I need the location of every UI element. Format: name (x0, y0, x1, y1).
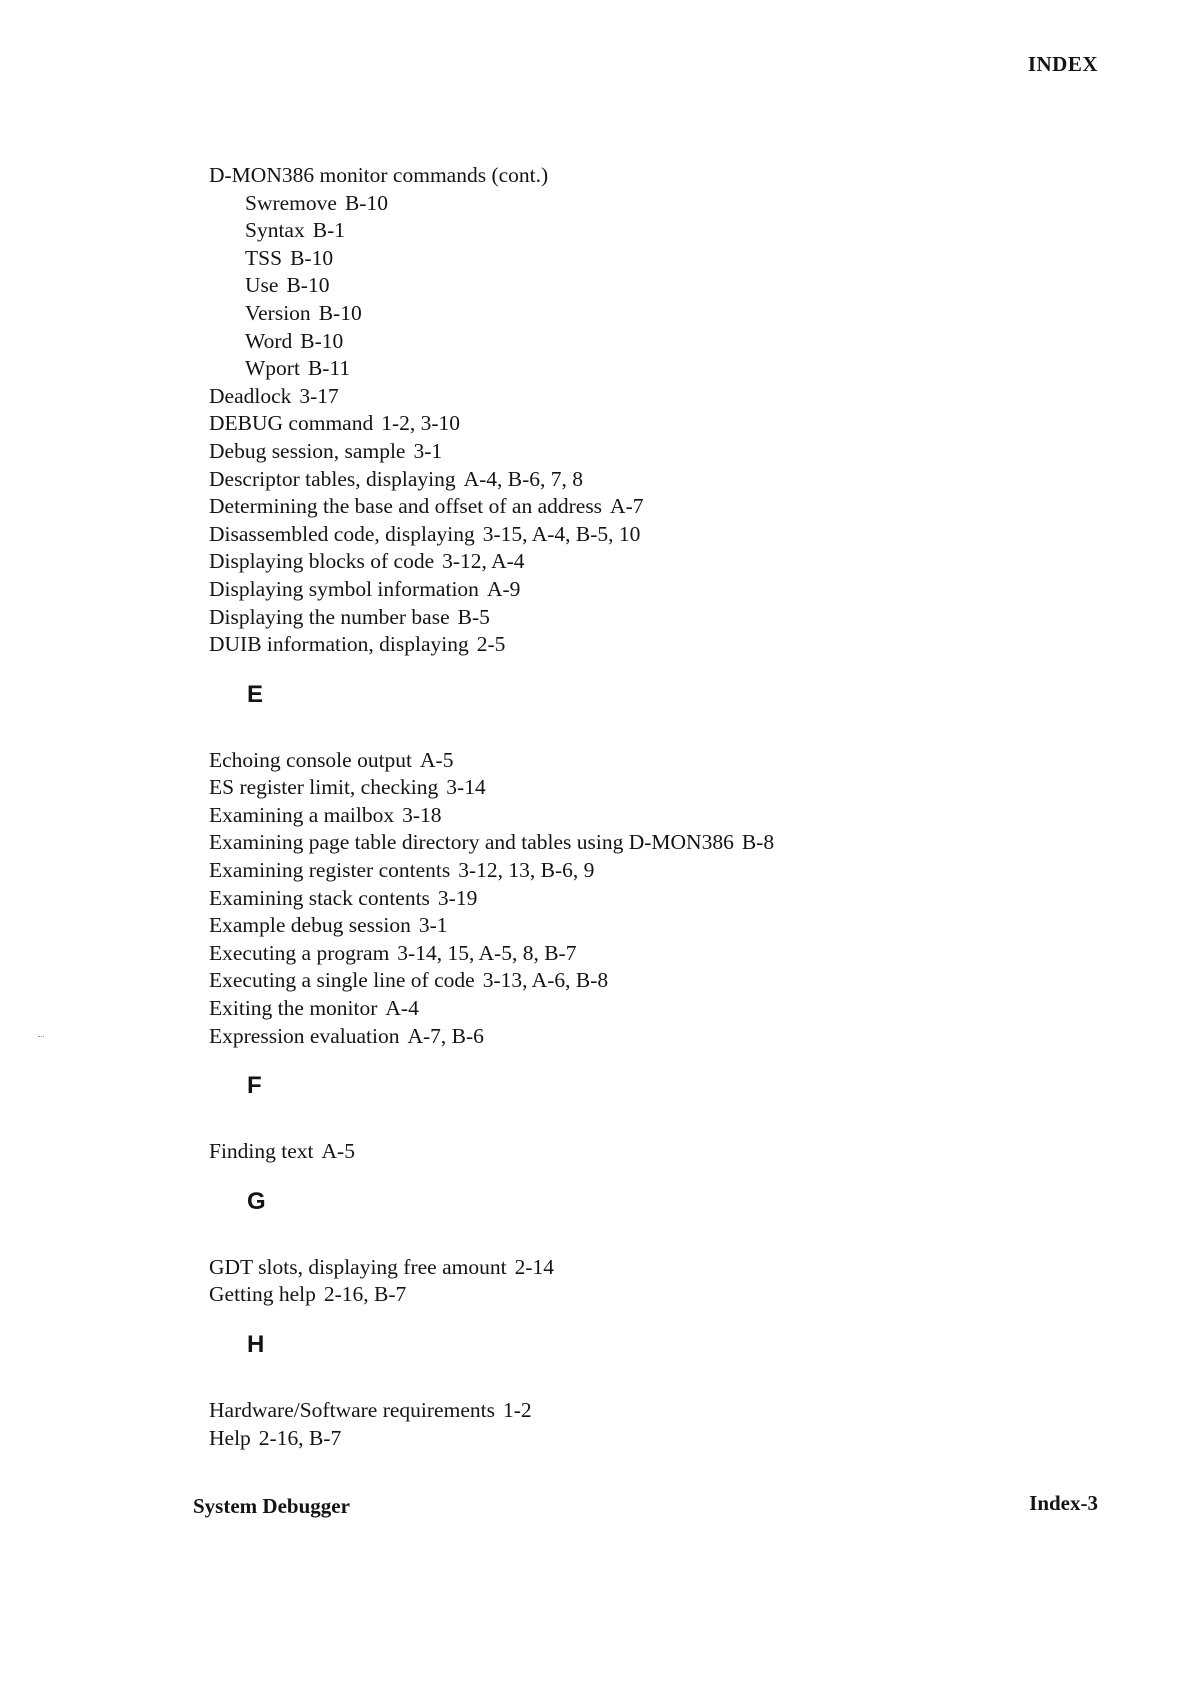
index-page-refs: 2-5 (476, 632, 506, 657)
index-page-refs: 1-2 (502, 1398, 532, 1422)
index-term: Version (245, 300, 311, 325)
index-entry (209, 1138, 1109, 1166)
index-term: Examining stack contents (209, 885, 430, 910)
scan-speck (38, 1036, 44, 1039)
index-entry (209, 604, 1109, 632)
index-subentry (209, 245, 1109, 273)
index-page-refs: 3-19 (437, 885, 478, 910)
index-entry (209, 1425, 1109, 1453)
index-entry (209, 829, 1109, 857)
index-term: Syntax (245, 218, 305, 243)
index-entry (209, 1281, 1109, 1309)
index-page-refs: 2-16, B-7 (258, 1425, 342, 1450)
index-page-refs: 1-2, 3-10 (381, 411, 461, 436)
index-page-refs: 3-1 (418, 913, 448, 938)
index-term: DEBUG command (209, 411, 374, 436)
index-subentry (209, 272, 1109, 300)
index-term: Example debug session (209, 913, 411, 938)
section-letter-e: E (247, 680, 264, 708)
running-head: INDEX (1027, 52, 1098, 76)
index-page-refs: A-4 (385, 996, 419, 1021)
index-term: Getting help (209, 1282, 316, 1307)
index-page-refs: B-8 (741, 830, 775, 855)
index-page-refs: B-10 (290, 245, 334, 270)
index-term: GDT slots, displaying free amount (209, 1254, 507, 1279)
index-page-refs: 3-14 (446, 775, 486, 800)
index-entry (209, 383, 1109, 411)
index-term: Determining the base and offset of an address (209, 494, 603, 519)
index-entry (209, 1254, 1109, 1282)
index-term: Help (209, 1425, 251, 1450)
index-subentry (209, 328, 1109, 356)
index-term: Examining page table directory and tables using D-MON386 (209, 830, 734, 855)
index-entry (209, 548, 1109, 576)
index-term: Executing a program (209, 940, 390, 965)
index-term: Echoing console output (209, 747, 413, 772)
index-term: Swremove (245, 190, 337, 215)
index-term: Examining a mailbox (209, 802, 395, 827)
index-term: Wport (245, 356, 300, 381)
index-subentry (209, 355, 1109, 383)
index-entry (209, 912, 1109, 940)
index-entry (209, 885, 1109, 913)
index-page-refs: 3-17 (299, 383, 339, 408)
index-body (209, 162, 1109, 1452)
index-page-refs: A-5 (420, 747, 454, 772)
index-entry (209, 438, 1109, 466)
index-entry (209, 521, 1109, 549)
index-term: Descriptor tables, displaying (209, 466, 456, 491)
index-page-refs: 2-16, B-7 (323, 1282, 407, 1307)
index-entry (209, 410, 1109, 438)
index-entry (209, 162, 1109, 190)
section-letter-h: H (247, 1331, 265, 1358)
index-page-refs: 3-12, 13, B-6, 9 (458, 858, 595, 883)
index-page-refs: A-5 (321, 1139, 355, 1164)
index-term: D-MON386 monitor commands (cont.) (209, 163, 549, 187)
index-term: Exiting the monitor (209, 996, 378, 1021)
index-page-refs: A-7, B-6 (407, 1023, 484, 1048)
index-entry (209, 466, 1109, 494)
index-page-refs: 3-14, 15, A-5, 8, B-7 (397, 940, 577, 965)
index-term: ES register limit, checking (209, 775, 439, 800)
index-term: Examining register contents (209, 858, 451, 883)
index-page-refs: A-9 (486, 576, 521, 601)
index-subentry (209, 190, 1109, 218)
index-term: Word (245, 328, 293, 353)
index-entry (209, 1023, 1109, 1051)
index-page-refs: 3-18 (402, 802, 442, 827)
index-term: DUIB information, displaying (209, 632, 469, 657)
index-page-refs: 2-14 (514, 1254, 554, 1279)
index-term: Executing a single line of code (209, 968, 475, 993)
index-entry (209, 967, 1109, 995)
index-term: Displaying the number base (209, 604, 450, 629)
index-term: Displaying symbol information (209, 576, 479, 601)
index-page-refs: B-11 (307, 356, 351, 381)
index-entry (209, 774, 1109, 802)
index-term: Use (245, 273, 279, 298)
index-term: Debug session, sample (209, 438, 406, 463)
index-entry (209, 940, 1109, 968)
index-page-refs: B-10 (300, 328, 344, 353)
index-page-refs: A-7 (610, 494, 644, 519)
index-term: TSS (245, 245, 283, 270)
index-term: Disassembled code, displaying (209, 521, 475, 546)
index-page-refs: 3-12, A-4 (442, 549, 525, 574)
index-subentry (209, 217, 1109, 245)
index-term: Hardware/Software requirements (209, 1398, 495, 1422)
index-term: Deadlock (209, 383, 292, 408)
footer-title: System Debugger (193, 1494, 350, 1518)
index-page-refs: B-10 (286, 273, 330, 298)
index-page-refs: B-1 (312, 218, 345, 243)
index-entry (209, 857, 1109, 885)
index-entry (209, 1397, 1109, 1425)
index-entry (209, 747, 1109, 775)
footer-page-number: Index-3 (1029, 1491, 1098, 1515)
index-page-refs: B-10 (344, 190, 388, 215)
index-term: Finding text (209, 1139, 314, 1164)
index-page-refs: 3-1 (413, 438, 443, 463)
index-page-refs: B-5 (457, 604, 490, 629)
index-term: Displaying blocks of code (209, 549, 435, 574)
section-letter-f: F (247, 1072, 262, 1100)
index-page-refs: 3-13, A-6, B-8 (482, 968, 609, 993)
index-entry (209, 493, 1109, 521)
index-entry (209, 631, 1109, 659)
index-term: Expression evaluation (209, 1023, 400, 1048)
index-subentry (209, 300, 1109, 328)
index-entry (209, 576, 1109, 604)
index-page-refs: B-10 (318, 300, 362, 325)
index-page-refs: A-4, B-6, 7, 8 (463, 466, 584, 491)
index-entry (209, 995, 1109, 1023)
section-letter-g: G (247, 1187, 266, 1215)
index-page-refs: 3-15, A-4, B-5, 10 (482, 521, 641, 546)
index-entry (209, 802, 1109, 830)
